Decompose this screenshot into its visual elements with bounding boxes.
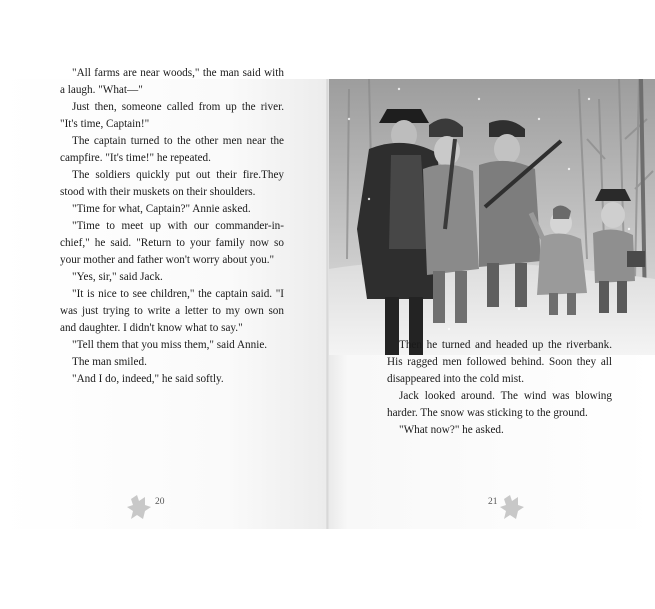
left-paragraph: Just then, someone called from up the river. "It's time, Captain!" bbox=[60, 101, 284, 130]
left-paragraph: "It is nice to see children," the captain said. "I was just trying to write a letter to my own son and daughter. I didn't know what to say." bbox=[60, 288, 284, 334]
page-number: 20 bbox=[155, 497, 165, 507]
left-paragraph: "Time to meet up with our commander-in-chief," he said. "Return to your family now so your mother and father won't worry about you." bbox=[60, 220, 284, 266]
left-paragraph: "Yes, sir," said Jack. bbox=[72, 271, 163, 283]
right-page-folio bbox=[476, 493, 536, 523]
antler-ornament-icon bbox=[476, 493, 536, 523]
right-page-text bbox=[387, 337, 612, 439]
left-paragraph: "Time for what, Captain?" Annie asked. bbox=[72, 203, 251, 215]
left-paragraph: "All farms are near woods," the man said with a laugh. "What—" bbox=[60, 67, 284, 96]
left-page-text bbox=[60, 65, 284, 388]
illustration-soldiers-and-children-icon bbox=[329, 79, 655, 355]
left-paragraph: "Tell them that you miss them," said Annie. bbox=[72, 339, 268, 351]
left-paragraph: The man smiled. bbox=[72, 356, 147, 368]
right-paragraph: Then he turned and headed up the riverbank. His ragged men followed behind. Soon they all disappeared into the cold mist. bbox=[387, 339, 612, 385]
left-paragraph: The soldiers quickly put out their fire.They stood with their muskets on their shoulders. bbox=[60, 169, 284, 198]
left-page-folio bbox=[127, 493, 187, 523]
page-number: 21 bbox=[488, 497, 498, 507]
right-paragraph: "What now?" he asked. bbox=[399, 424, 504, 436]
left-paragraph: "And I do, indeed," he said softly. bbox=[72, 373, 224, 385]
right-paragraph: Jack looked around. The wind was blowing harder. The snow was sticking to the ground. bbox=[387, 390, 612, 419]
left-paragraph: The captain turned to the other men near the campfire. "It's time!" he repeated. bbox=[60, 135, 284, 164]
